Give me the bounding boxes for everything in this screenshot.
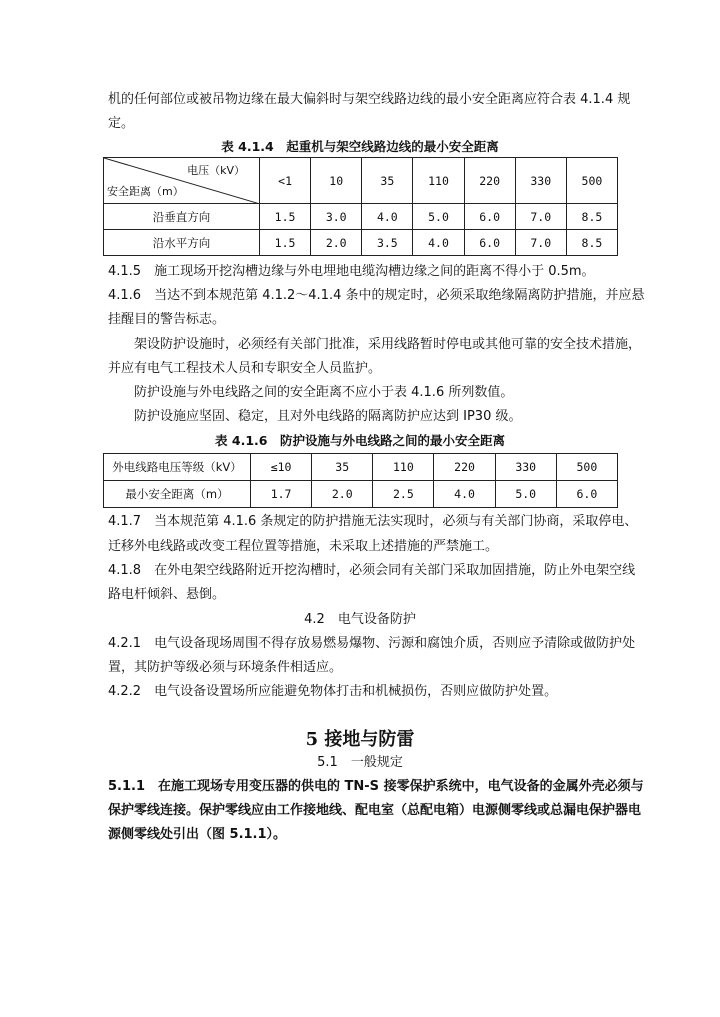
protection-distance-table — [103, 453, 618, 508]
voltage-cell: 35 — [362, 158, 413, 204]
voltage-cell: 220 — [464, 158, 515, 204]
row-label: 沿水平方向 — [104, 230, 260, 256]
crane-distance-table — [103, 157, 618, 256]
table-caption: 表 4.1.6 防护设施与外电线路之间的最小安全距离 — [215, 433, 505, 448]
table-row — [104, 204, 618, 230]
value-cell: 3.0 — [311, 204, 362, 230]
voltage-cell: <1 — [260, 158, 311, 204]
text-line: 路电杆倾斜、悬倒。 — [108, 587, 226, 602]
voltage-cell: 330 — [495, 454, 556, 481]
text-line: 置，其防护等级必须与环境条件相适应。 — [108, 660, 343, 675]
value-cell: 8.5 — [566, 204, 617, 230]
distance-header: 安全距离（m） — [107, 185, 184, 198]
value-cell: 7.0 — [515, 230, 566, 256]
text-line: 4.1.5 施工现场开挖沟槽边缘与外电埋地电缆沟槽边缘之间的距离不得小于 0.5m。 — [108, 264, 595, 279]
text-line: 防护设施应坚固、稳定，且对外电线路的隔离防护应达到 IP30 级。 — [134, 409, 522, 424]
voltage-cell: ≤10 — [251, 454, 312, 481]
value-cell: 4.0 — [413, 230, 464, 256]
table-row — [104, 230, 618, 256]
value-cell: 4.0 — [362, 204, 413, 230]
value-cell: 2.0 — [312, 481, 373, 508]
value-cell: 1.5 — [260, 204, 311, 230]
text-line: 4.2.2 电气设备设置场所应能避免物体打击和机械损伤，否则应做防护处置。 — [108, 684, 558, 699]
text-line: 机的任何部位或被吊物边缘在最大偏斜时与架空线路边线的最小安全距离应符合表 4.1.4 规 — [108, 92, 631, 107]
voltage-cell: 500 — [566, 158, 617, 204]
value-cell: 6.0 — [464, 204, 515, 230]
table-caption: 表 4.1.4 起重机与架空线路边线的最小安全距离 — [221, 139, 499, 154]
voltage-cell: 110 — [373, 454, 434, 481]
value-cell: 1.7 — [251, 481, 312, 508]
value-cell: 8.5 — [566, 230, 617, 256]
voltage-cell: 220 — [434, 454, 495, 481]
value-cell: 1.5 — [260, 230, 311, 256]
value-cell: 5.0 — [413, 204, 464, 230]
value-cell: 2.5 — [373, 481, 434, 508]
table-row — [104, 481, 618, 508]
voltage-cell: 10 — [311, 158, 362, 204]
voltage-cell: 35 — [312, 454, 373, 481]
text-line: 保护零线连接。保护零线应由工作接地线、配电室（总配电箱）电源侧零线或总漏电保护器电 — [108, 803, 642, 818]
voltage-header: 电压（kV） — [187, 164, 245, 177]
chapter-heading: 5 接地与防雷 — [305, 729, 415, 750]
diagonal-header-cell — [104, 158, 260, 204]
text-line: 并应有电气工程技术人员和专职安全人员监护。 — [108, 361, 382, 376]
text-line: 架设防护设施时，必须经有关部门批准，采用线路暂时停电或其他可靠的安全技术措施， — [134, 337, 642, 352]
text-line: 定。 — [108, 116, 135, 131]
value-cell: 6.0 — [464, 230, 515, 256]
value-cell: 5.0 — [495, 481, 556, 508]
value-cell: 7.0 — [515, 204, 566, 230]
row-label: 外电线路电压等级（kV） — [104, 454, 251, 481]
text-line: 4.2.1 电气设备现场周围不得存放易燃易爆物、污源和腐蚀介质，否则应予清除或做防护处 — [108, 636, 636, 651]
table-row — [104, 454, 618, 481]
text-line: 4.1.6 当达不到本规范第 4.1.2～4.1.4 条中的规定时，必须采取绝缘隔离防护措施，并应悬 — [108, 288, 645, 303]
row-label: 沿垂直方向 — [104, 204, 260, 230]
value-cell: 4.0 — [434, 481, 495, 508]
value-cell: 3.5 — [362, 230, 413, 256]
text-line: 源侧零线处引出（图 5.1.1）。 — [108, 827, 287, 842]
text-line: 挂醒目的警告标志。 — [108, 312, 226, 327]
value-cell: 6.0 — [556, 481, 617, 508]
text-line: 防护设施与外电线路之间的安全距离不应小于表 4.1.6 所列数值。 — [134, 385, 514, 400]
text-line: 迁移外电线路或改变工程位置等措施，未采取上述措施的严禁施工。 — [108, 539, 499, 554]
text-line: 4.1.7 当本规范第 4.1.6 条规定的防护措施无法实现时，必须与有关部门协商，采取停电、 — [108, 514, 638, 529]
voltage-cell: 330 — [515, 158, 566, 204]
voltage-cell: 110 — [413, 158, 464, 204]
row-label: 最小安全距离（m） — [104, 481, 251, 508]
text-line: 4.1.8 在外电架空线路附近开挖沟槽时，必须会同有关部门采取加固措施，防止外电架空线 — [108, 563, 636, 578]
voltage-cell: 500 — [556, 454, 617, 481]
section-heading: 4.2 电气设备防护 — [304, 612, 416, 627]
text-line: 5.1.1 在施工现场专用变压器的供电的 TN-S 接零保护系统中，电气设备的金属外壳必须与 — [108, 779, 644, 794]
value-cell: 2.0 — [311, 230, 362, 256]
section-heading: 5.1 一般规定 — [317, 755, 403, 770]
